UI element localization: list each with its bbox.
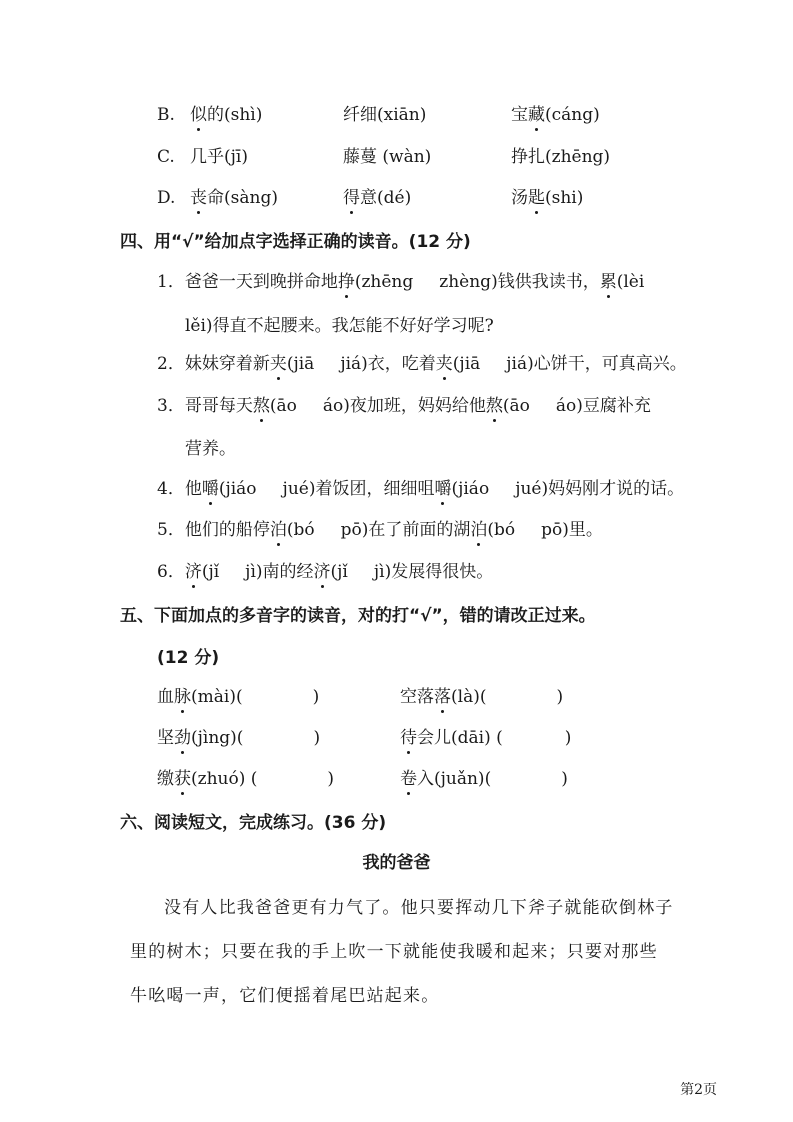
section-4-heading: 四、用“√”给加点字选择正确的读音。(12 分) xyxy=(120,232,471,252)
question-5: 5．他们的船停泊(bó pō)在了前面的湖泊(bó pō)里。 xyxy=(157,520,603,540)
dotted-char: 待 xyxy=(400,728,417,748)
option-word: 汤匙(shi) xyxy=(511,188,584,208)
dotted-char: 丧 xyxy=(190,188,207,208)
section-5-heading: 五、下面加点的多音字的读音，对的打“√”，错的请改正过来。 xyxy=(120,606,596,626)
dotted-char: 卷 xyxy=(400,769,417,789)
dotted-char: 落 xyxy=(434,687,451,707)
dotted-char: 泊 xyxy=(269,520,287,540)
question-1-continued: lěi)得直不起腰来。我怎能不好好学习呢? xyxy=(185,316,494,336)
option-word: 纤细(xiān) xyxy=(343,105,427,125)
dotted-char: 藏 xyxy=(528,105,545,125)
passage-text: 没有人比我爸爸更有力气了。他只要挥动几下斧子就能砍倒林子里的树木；只要在我的手上吹一下就能使我暖和起来；只要对那些牛吆喝一声，它们便摇着尾巴站起来。 xyxy=(130,898,674,1006)
dotted-char: 累 xyxy=(599,272,617,292)
list-item: 卷入(juǎn)( ) xyxy=(400,769,568,789)
question-6: 6．济(jǐ jì)南的经济(jǐ jì)发展得很快。 xyxy=(157,562,494,582)
dotted-char: 熬 xyxy=(485,396,503,416)
dotted-char: 熬 xyxy=(252,396,270,416)
section-5-score: (12 分) xyxy=(157,648,220,668)
question-4: 4．他嚼(jiáo jué)着饭团，细细咀嚼(jiáo jué)妈妈刚才说的话。 xyxy=(157,479,685,499)
section-6-heading: 六、阅读短文，完成练习。(36 分) xyxy=(120,813,387,833)
dotted-char: 济 xyxy=(184,562,202,582)
question-3: 3．哥哥每天熬(āo áo)夜加班，妈妈给他熬(āo áo)豆腐补充 xyxy=(157,396,651,416)
dotted-char: 嚼 xyxy=(201,479,219,499)
dotted-char: 泊 xyxy=(470,520,488,540)
dotted-char: 嚼 xyxy=(434,479,452,499)
passage-title: 我的爸爸 xyxy=(362,853,431,873)
dotted-char: 获 xyxy=(174,769,191,789)
list-item: 缴获(zhuó) ( ) xyxy=(157,769,335,789)
question-2: 2．妹妹穿着新夹(jiā jiá)衣，吃着夹(jiā jiá)心饼干，可真高兴。 xyxy=(157,354,687,374)
question-1: 1．爸爸一天到晚拼命地挣(zhēng zhèng)钱供我读书，累(lèi xyxy=(157,272,645,292)
option-word: 丧命(sàng) xyxy=(190,188,278,208)
option-label: C. xyxy=(157,147,175,167)
dotted-char: 劲 xyxy=(174,728,191,748)
page-number: 第2页 xyxy=(680,1082,717,1098)
option-word: 宝藏(cáng) xyxy=(511,105,600,125)
question-3-continued: 营养。 xyxy=(185,439,236,459)
dotted-char: 夹 xyxy=(269,354,287,374)
option-word: 似的(shì) xyxy=(190,105,263,125)
list-item: 坚劲(jìng)( ) xyxy=(157,728,321,748)
option-word: 得意(dé) xyxy=(343,188,412,208)
dotted-char: 挣 xyxy=(337,272,355,292)
dotted-char: 脉 xyxy=(174,687,191,707)
dotted-char: 夹 xyxy=(435,354,453,374)
option-word: 几乎(jī) xyxy=(190,147,248,167)
list-item: 空落落(là)( ) xyxy=(400,687,564,707)
option-word: 挣扎(zhēng) xyxy=(511,147,611,167)
list-item: 血脉(mài)( ) xyxy=(157,687,320,707)
dotted-char: 济 xyxy=(313,562,331,582)
dotted-char: 匙 xyxy=(528,188,545,208)
option-label: B. xyxy=(157,105,175,125)
dotted-char: 似 xyxy=(190,105,207,125)
option-word: 藤蔓 (wàn) xyxy=(343,147,432,167)
option-label: D. xyxy=(157,188,176,208)
dotted-char: 得 xyxy=(343,188,360,208)
list-item: 待会儿(dāi) ( ) xyxy=(400,728,572,748)
